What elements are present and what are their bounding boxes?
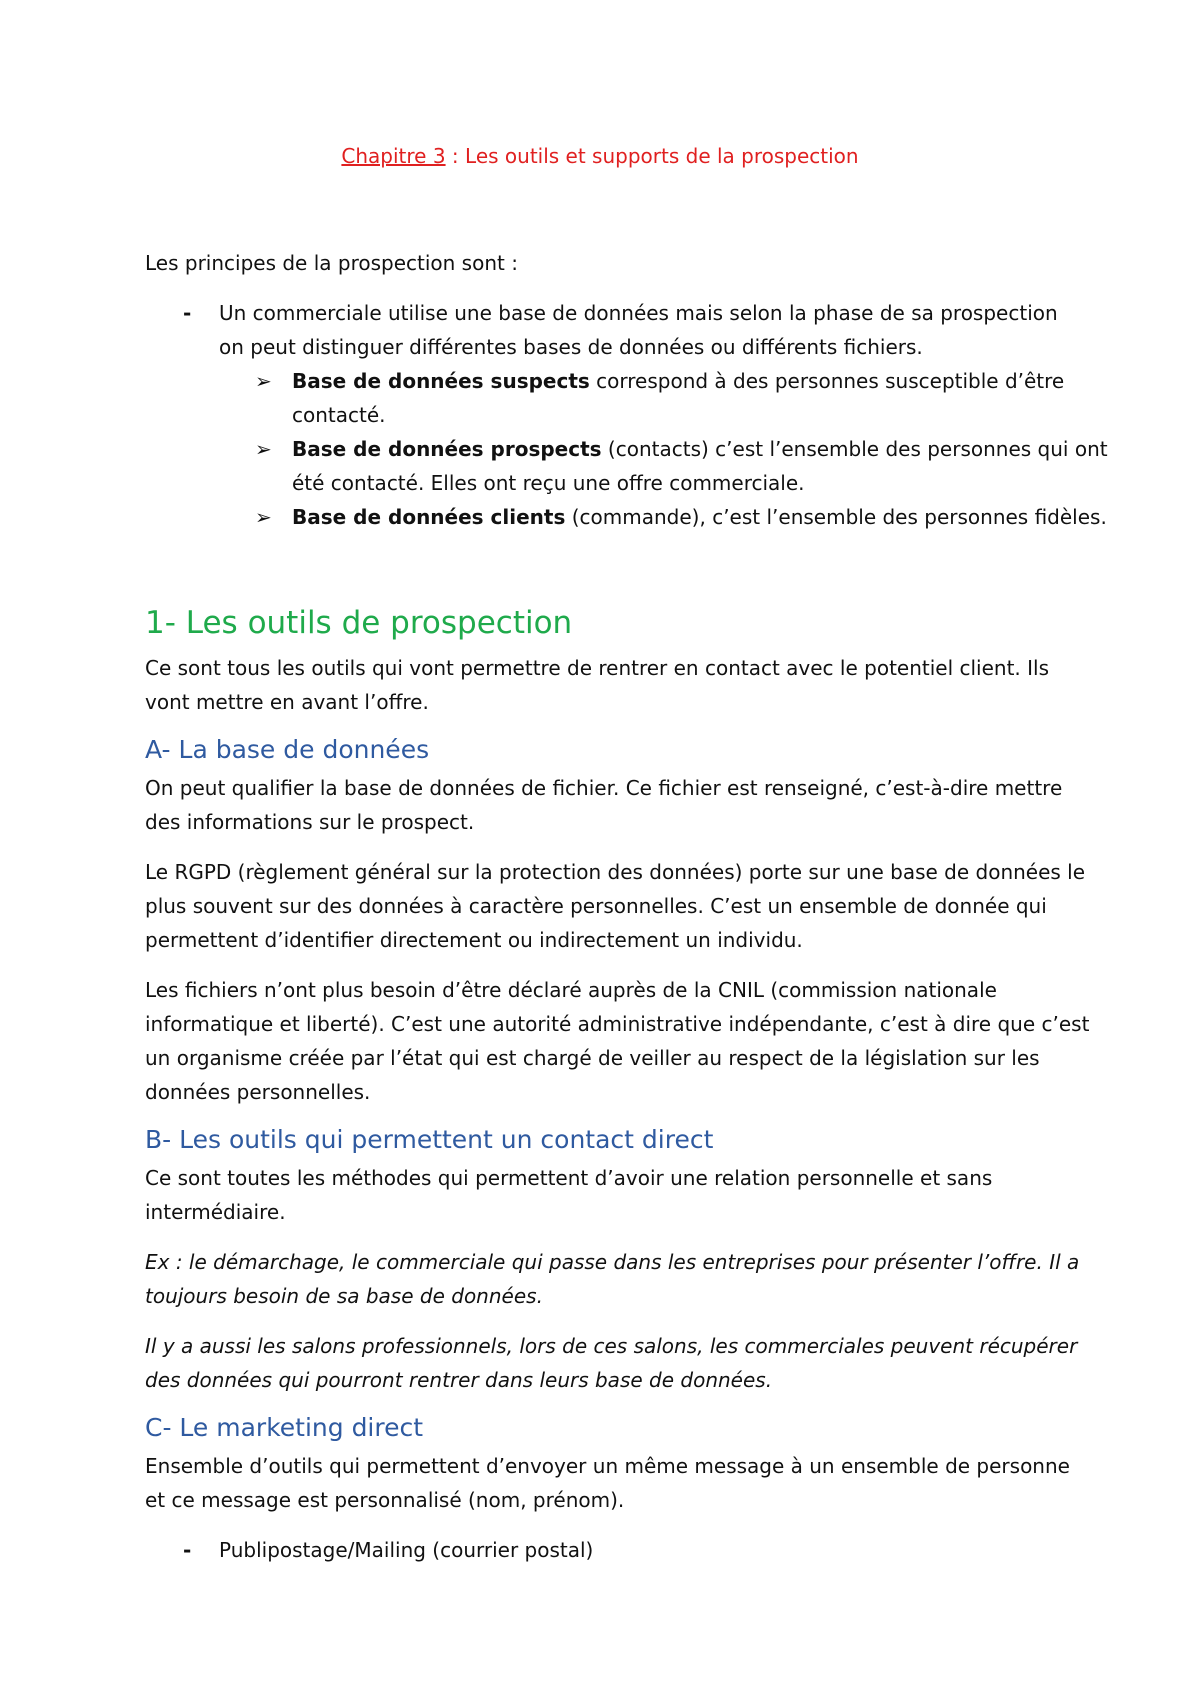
section-b-p1-line2: intermédiaire. [145, 1200, 286, 1224]
section-1-text-line2: vont mettre en avant l’offre. [145, 690, 429, 714]
arrow-bullet-icon: ➢ [255, 505, 272, 529]
sub-bullet-3-bold: Base de données clients [292, 505, 566, 529]
section-a-p3-line3: un organisme créée par l’état qui est chargé de veiller au respect de la législation sur les [145, 1046, 1040, 1070]
intro-lead: Les principes de la prospection sont : [145, 251, 518, 275]
section-c-bullet: Publipostage/Mailing (courrier postal) [219, 1538, 594, 1562]
sub-bullet-1-bold: Base de données suspects [292, 369, 590, 393]
section-a-p2-line2: plus souvent sur des données à caractère personnelles. C’est un ensemble de donnée qui [145, 894, 1047, 918]
bullet-dash: - [183, 301, 192, 325]
sub-bullet-1-text: correspond à des personnes susceptible d’être [589, 369, 1065, 393]
section-c-p1-line2: et ce message est personnalisé (nom, prénom). [145, 1488, 625, 1512]
section-b-heading: B- Les outils qui permettent un contact direct [145, 1125, 714, 1154]
section-a-p2-line1: Le RGPD (règlement général sur la protection des données) porte sur une base de données le [145, 860, 1086, 884]
section-b-example2-line2: des données qui pourront rentrer dans leurs base de données. [145, 1368, 773, 1392]
section-a-p3-line2: informatique et liberté). C’est une autorité administrative indépendante, c’est à dire que c’est [145, 1012, 1090, 1036]
chapter-label: Chapitre 3 [341, 144, 446, 168]
section-a-p2-line3: permettent d’identifier directement ou indirectement un individu. [145, 928, 803, 952]
chapter-title [0, 144, 1200, 168]
sub-bullet-2-bold: Base de données prospects [292, 437, 602, 461]
bullet-dash: - [183, 1538, 192, 1562]
arrow-bullet-icon: ➢ [255, 437, 272, 461]
sub-bullet-1-line2: contacté. [292, 403, 386, 427]
sub-bullet-3 [292, 500, 1107, 534]
section-b-example1-line2: toujours besoin de sa base de données. [145, 1284, 543, 1308]
intro-bullet-line2: on peut distinguer différentes bases de données ou différents fichiers. [219, 335, 923, 359]
intro-bullet-line1: Un commerciale utilise une base de données mais selon la phase de sa prospection [219, 301, 1058, 325]
section-b-example1-line1: Ex : le démarchage, le commerciale qui passe dans les entreprises pour présenter l’offre. Il a [145, 1250, 1080, 1274]
section-1-heading: 1- Les outils de prospection [145, 605, 573, 641]
section-a-p3-line1: Les fichiers n’ont plus besoin d’être déclaré auprès de la CNIL (commission nationale [145, 978, 997, 1002]
sub-bullet-3-text: (commande), c’est l’ensemble des personnes fidèles. [565, 505, 1107, 529]
sub-bullet-2-text: (contacts) c’est l’ensemble des personnes qui ont [601, 437, 1108, 461]
sub-bullet-1 [292, 364, 1064, 398]
sub-bullet-2-line2: été contacté. Elles ont reçu une offre commerciale. [292, 471, 805, 495]
section-c-heading: C- Le marketing direct [145, 1413, 424, 1442]
section-1-text-line1: Ce sont tous les outils qui vont permettre de rentrer en contact avec le potentiel client. Ils [145, 656, 1050, 680]
section-c-p1-line1: Ensemble d’outils qui permettent d’envoyer un même message à un ensemble de personne [145, 1454, 1070, 1478]
section-b-example2-line1: Il y a aussi les salons professionnels, lors de ces salons, les commerciales peuvent récupérer [145, 1334, 1078, 1358]
section-b-p1-line1: Ce sont toutes les méthodes qui permettent d’avoir une relation personnelle et sans [145, 1166, 993, 1190]
sub-bullet-2 [292, 432, 1108, 466]
section-a-p1-line2: des informations sur le prospect. [145, 810, 475, 834]
section-a-p3-line4: données personnelles. [145, 1080, 371, 1104]
section-a-heading: A- La base de données [145, 735, 430, 764]
arrow-bullet-icon: ➢ [255, 369, 272, 393]
section-a-p1-line1: On peut qualifier la base de données de fichier. Ce fichier est renseigné, c’est-à-dire mettre [145, 776, 1063, 800]
chapter-subtitle: : Les outils et supports de la prospection [445, 144, 859, 168]
